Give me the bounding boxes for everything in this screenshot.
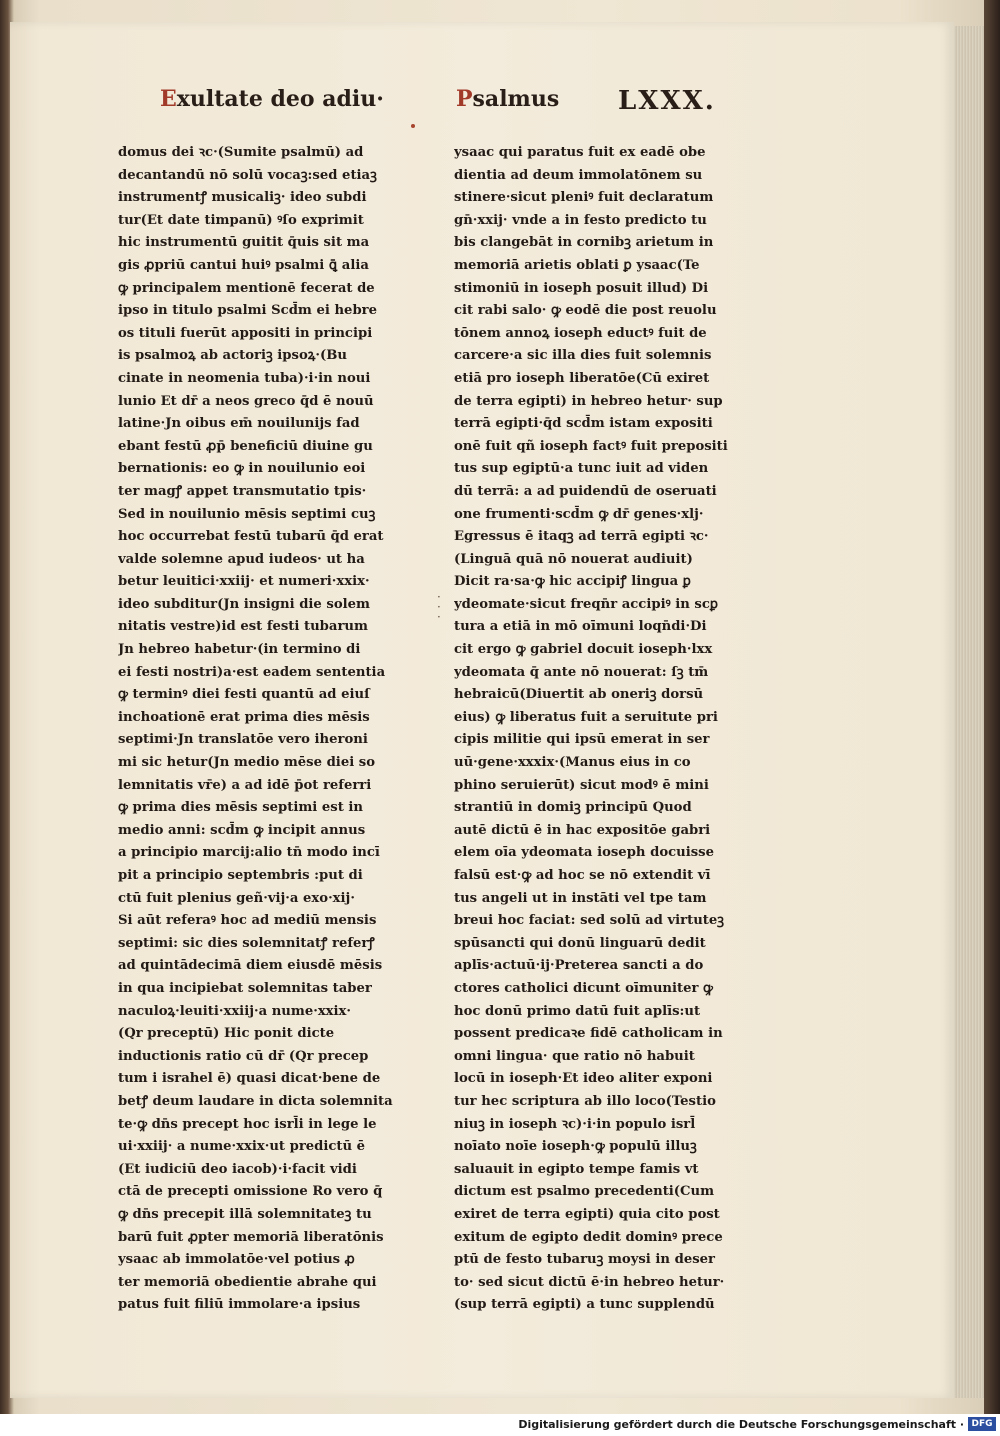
text-line: latine·Jn oibus em̄ nouilunijs fad [118,416,360,432]
text-line: spūsancti qui donū linguarū dedit [454,935,706,951]
text-line: Egressus ē itaqꝫ ad terrā egipti ꝛc· [454,529,709,545]
text-line: tur(Et date timpanū) ꝰſo exprimit [118,212,364,228]
text-line: septimi: sic dies solemnitatꝭ referꝭ [118,935,375,951]
text-line: falsū est·ꝙ ad hoc se nō extendit vī [454,868,711,883]
text-line: omni lingua· que ratio nō habuit [454,1048,695,1064]
text-line: mi sic hetur(Jn medio mēse diei so [118,755,376,771]
text-line: valde solemne apud iudeos· ut ha [118,551,365,567]
text-column-right [454,142,734,1317]
text-line: ctores catholici dicunt oīmuniter ꝙ [454,980,713,996]
text-line: nitatis vestre)id est festi tubarum [118,619,368,635]
text-line: noīato noīe ioseph·ꝙ populū illuꝫ [454,1139,697,1155]
text-line: betur leuitici·xxiij· et numeri·xxix· [118,574,370,590]
text-line: hoc donū primo datū fuit aplīs:ut [454,1003,701,1019]
footer-bar [0,1414,1000,1436]
text-line: stimoniū in ioseph posuit illud) Di [454,280,709,296]
text-line: dientia ad deum immolatōnem su [454,167,703,183]
text-line: cinate in neomenia tuba)·i·in noui [118,370,371,386]
text-line: naculoꝝ·leuiti·xxiij·a nume·xxix· [118,1003,352,1019]
text-line: phino seruierūt) sicut modꝰ ē mini [454,777,709,793]
text-line: ysaac qui paratus fuit ex eadē obe [454,145,706,160]
text-line: hic instrumentū guitit q̄uis sit ma [118,235,370,251]
text-line: hoc occurrebat festū tubarū q̄d erat [118,529,384,545]
text-line: Sed in nouilunio mēsis septimi cuꝫ [118,506,376,522]
rubricated-initial: P [456,86,473,112]
running-head-right [456,86,559,112]
text-line: (Linguā quā nō nouerat audiuit) [454,551,693,567]
text-line: Si aūt referaꝰ hoc ad mediū mensis [118,913,377,929]
text-line: is psalmoꝝ ab actoriꝫ ipsoꝝ·(Bu [118,348,347,364]
text-line: lemnitatis vr̄e) a ad idē p̄ot referri [118,777,372,793]
text-line: instrumentꝭ musicaliꝫ· ideo subdi [118,190,367,206]
text-line: tura a etiā in mō oīmuni loqn̄di·Di [454,619,707,635]
text-line: ydeomate·sicut freqn̄r accipiꝰ in scꝑ [454,596,718,612]
text-line: (Et iudiciū deo iacob)·i·facit vidi [118,1161,357,1177]
text-line: tus sup egiptū·a tunc iuit ad viden [454,461,709,477]
running-head-left [160,86,384,112]
text-line: autē dictū ē in hac expositōe gabri [454,822,711,838]
text-line: one frumenti·scd̄m ꝙ dr̄ genes·xlj· [454,506,704,522]
text-line: barū fuit ꝓpter memoriā liberatōnis [118,1229,384,1245]
text-line: betꝭ deum laudare in dicta solemnita [118,1093,393,1109]
text-line: ysaac ab immolatōe·vel potius ꝓ [118,1252,355,1268]
text-line: pit a principio septembris :put di [118,868,363,883]
text-line: onē fuit qñ ioseph factꝰ fuit prepositi [454,438,728,454]
text-line: ad quintādecimā diem eiusdē mēsis [118,958,383,974]
rubric-dot [411,124,415,128]
text-line: tur hec scriptura ab illo loco(Testio [454,1093,716,1109]
text-line: cipis militie qui ipsū emerat in ser [454,732,710,748]
text-line: tōnem annoꝝ ioseph eductꝰ fuit de [454,325,707,341]
text-line: exiret de terra egipti) quia cito post [454,1206,720,1222]
text-line: lunio Et dr̄ a neos greco q̄d ē nouū [118,393,374,409]
rubricated-initial: E [160,86,177,112]
text-line: inchoationē erat prima dies mēsis [118,709,370,725]
text-line: memoriā arietis oblati ꝑ ysaac(Te [454,257,700,273]
text-line: locū in ioseph·Et ideo aliter exponi [454,1071,713,1087]
text-line: strantiū in domiꝫ principū Quod [454,800,692,816]
text-line: bernationis: eo ꝙ in nouilunio eoi [118,461,366,477]
text-line: breui hoc faciat: sed solū ad virtuteꝫ [454,913,725,929]
text-line: medio anni: scd̄m ꝙ incipit annus [118,822,366,838]
text-line: gis ꝓpriū cantui huiꝰ psalmi ꝗ̄ alia [118,257,369,273]
text-line: in qua incipiebat solemnitas taber [118,980,372,996]
text-line: carcere·a sic illa dies fuit solemnis [454,348,712,364]
text-line: saluauit in egipto tempe famis vt [454,1161,699,1177]
text-line: to· sed sicut dictū ē·in hebreo hetur· [454,1274,725,1290]
text-line: ydeomata q̄ ante nō nouerat: ſꝫ tm̄ [454,664,709,680]
text-line: ꝙ terminꝰ diei festi quantū ad eiuſ [118,687,370,703]
text-line: ꝙ dn̄s precepit illā solemnitateꝫ tu [118,1206,372,1222]
text-line: a principio marcij:alio tn̄ modo incī [118,845,380,861]
text-line: tum i israhel ē) quasi dicat·bene de [118,1071,381,1087]
text-line: hebraicū(Diuertit ab oneriꝫ dorsū [454,687,704,703]
text-line: inductionis ratio cū dr̄ (Qr precep [118,1048,369,1064]
running-head-text: salmus [472,86,560,112]
text-column-left [118,142,398,1317]
text-line: gn̄·xxij· vnde a in festo predicto tu [454,212,707,228]
funding-credit: Digitalisierung gefördert durch die Deutsche Forschungsgemeinschaft · [518,1418,964,1431]
text-line: Jn hebreo habetur·(in termino di [118,642,361,658]
text-line: dictum est psalmo precedenti(Cum [454,1184,715,1200]
dfg-logo: DFG [968,1417,996,1431]
book-spine-edge [984,0,1000,1414]
text-line: elem oīa ydeomata ioseph docuisse [454,845,714,861]
text-line: aplīs·actuū·ij·Preterea sancti a do [454,958,704,974]
text-line: decantandū nō solū vocaꝫ:sed etiaꝫ [118,167,377,183]
text-line: possent predicaꝛe fidē catholicam in [454,1026,723,1042]
running-head-text: xultate deo adiu· [176,86,384,112]
text-line: bis clangebāt in cornibꝫ arietum in [454,235,714,251]
text-line: ebant festū ꝓp̄ beneficiū diuine gu [118,438,373,454]
text-line: ter memoriā obedientie abrahe qui [118,1274,377,1290]
text-line: ꝙ principalem mentionē fecerat de [118,280,375,296]
text-line: cit rabi salo· ꝙ eodē die post reuolu [454,303,717,319]
text-line: patus fuit filiū immolare·a ipsius [118,1297,361,1313]
text-line: ei festi nostri)a·est eadem sententia [118,664,386,680]
text-line: de terra egipti) in hebreo hetur· sup [454,393,723,409]
text-line: septimi·Jn translatōe vero iheroni [118,732,368,748]
text-line: etiā pro ioseph liberatōe(Cū exiret [454,370,710,386]
text-line: dū terrā: a ad puidendū de oseruati [454,483,717,499]
text-line: cit ergo ꝙ gabriel docuit ioseph·lxx [454,642,713,658]
text-line: ideo subditur(Jn insigni die solem [118,596,370,612]
text-line: Dicit ra·sa·ꝙ hic accipiꝭ lingua ꝑ [454,574,691,590]
text-line: os tituli fuerūt appositi in principi [118,325,373,341]
text-line: ptū de festo tubaruꝫ moysi in deser [454,1252,715,1268]
folio-number: LXXX. [618,86,716,116]
text-line: te·ꝙ dn̄s precept hoc isrl̄i in lege le [118,1116,377,1132]
text-line: niuꝫ in ioseph ꝛc)·i·in populo isrl̄ [454,1116,696,1132]
text-line: uū·gene·xxxix·(Manus eius in co [454,755,691,771]
text-line: ui·xxiij· a nume·xxix·ut predictū ē [118,1139,366,1155]
text-line: (Qr preceptū) Hic ponit dicte [118,1026,335,1042]
text-line: (sup terrā egipti) a tunc supplendū [454,1297,715,1313]
text-line: terrā egipti·q̄d scd̄m istam expositi [454,416,713,432]
text-line: eius) ꝙ liberatus fuit a seruitute pri [454,709,718,725]
page-edges [954,26,984,1398]
margin-marks: · · · [437,590,441,624]
text-line: domus dei ꝛc·(Sumite psalmū) ad [118,145,364,160]
text-line: ctā de precepti omissione Ro vero q̄ [118,1184,383,1200]
text-line: ter magꝭ appet transmutatio tpis· [118,483,367,499]
text-line: ipso in titulo psalmi Scd̄m ei hebre [118,303,378,319]
text-line: tus angeli ut in instāti vel tpe tam [454,890,707,906]
text-line: ctū fuit plenius geñ·vij·a exo·xij· [118,890,355,906]
text-line: exitum de egipto dedit dominꝰ prece [454,1229,723,1245]
text-line: stinere·sicut pleniꝰ fuit declaratum [454,190,714,206]
text-line: ꝙ prima dies mēsis septimi est in [118,800,363,816]
